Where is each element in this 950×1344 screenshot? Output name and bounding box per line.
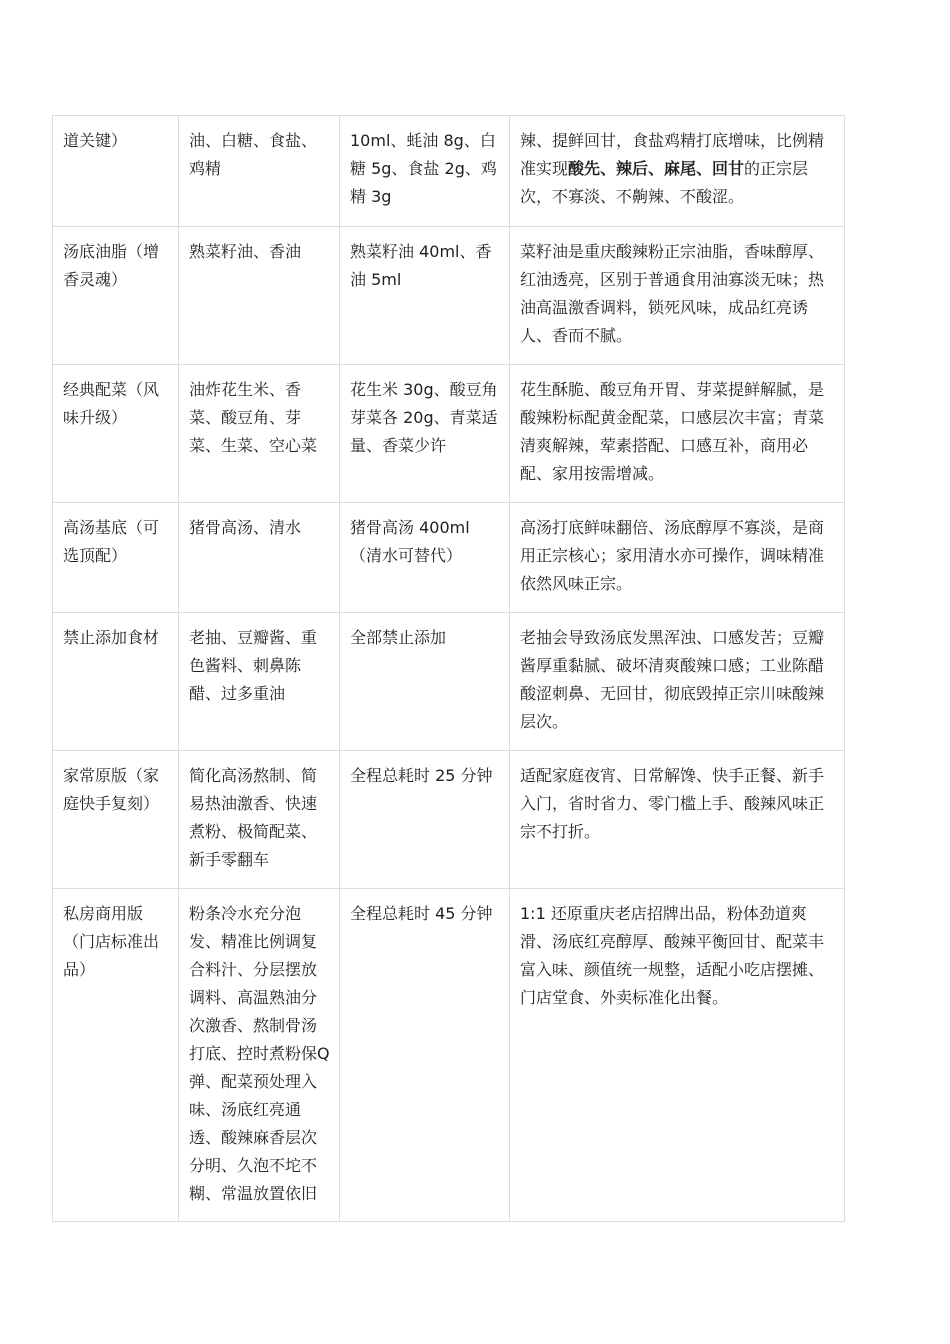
note-emphasis: 酸先、辣后、麻尾、回甘 [568, 159, 745, 178]
table-row [53, 889, 845, 1222]
table-row [53, 751, 845, 889]
ingredients-cell: 老抽、豆瓣酱、重色酱料、刺鼻陈醋、过多重油 [179, 613, 340, 751]
ingredients-cell: 熟菜籽油、香油 [179, 227, 340, 365]
item-cell: 私房商用版（门店标准出品） [53, 889, 179, 1222]
table-row [53, 613, 845, 751]
note-cell: 1:1 还原重庆老店招牌出品，粉体劲道爽滑、汤底红亮醇厚、酸辣平衡回甘、配菜丰富入味、颜值统一规整，适配小吃店摆摊、门店堂食、外卖标准化出餐。 [510, 889, 845, 1222]
recipe-table [52, 115, 845, 1222]
note-text: 辣、提鲜回甘，食盐鸡精打底增味，比例精准实现 [520, 131, 825, 178]
amount-cell: 10ml、蚝油 8g、白糖 5g、食盐 2g、鸡精 3g [340, 116, 510, 227]
note-cell: 高汤打底鲜味翻倍、汤底醇厚不寡淡，是商用正宗核心；家用清水亦可操作，调味精准依然风味正宗。 [510, 503, 845, 613]
table-row [53, 365, 845, 503]
note-cell: 花生酥脆、酸豆角开胃、芽菜提鲜解腻，是酸辣粉标配黄金配菜，口感层次丰富；青菜清爽解辣，荤素搭配、口感互补，商用必配、家用按需增减。 [510, 365, 845, 503]
note-cell: 老抽会导致汤底发黑浑浊、口感发苦；豆瓣酱厚重黏腻、破坏清爽酸辣口感；工业陈醋酸涩刺鼻、无回甘，彻底毁掉正宗川味酸辣层次。 [510, 613, 845, 751]
ingredients-cell: 油炸花生米、香菜、酸豆角、芽菜、生菜、空心菜 [179, 365, 340, 503]
item-cell: 经典配菜（风味升级） [53, 365, 179, 503]
amount-cell: 全部禁止添加 [340, 613, 510, 751]
item-cell: 禁止添加食材 [53, 613, 179, 751]
amount-cell: 全程总耗时 25 分钟 [340, 751, 510, 889]
table-row [53, 227, 845, 365]
amount-cell: 全程总耗时 45 分钟 [340, 889, 510, 1222]
note-cell: 菜籽油是重庆酸辣粉正宗油脂，香味醇厚、红油透亮，区别于普通食用油寡淡无味；热油高温激香调料，锁死风味，成品红亮诱人、香而不腻。 [510, 227, 845, 365]
amount-cell: 花生米 30g、酸豆角芽菜各 20g、青菜适量、香菜少许 [340, 365, 510, 503]
item-cell: 家常原版（家庭快手复刻） [53, 751, 179, 889]
note-cell: 适配家庭夜宵、日常解馋、快手正餐、新手入门，省时省力、零门槛上手、酸辣风味正宗不打折。 [510, 751, 845, 889]
amount-cell: 猪骨高汤 400ml（清水可替代） [340, 503, 510, 613]
note-cell [510, 116, 845, 227]
note-text: 的正宗层次，不寡淡、不齁辣、不酸涩。 [520, 159, 809, 206]
ingredients-cell: 简化高汤熬制、简易热油激香、快速煮粉、极简配菜、新手零翻车 [179, 751, 340, 889]
table-row [53, 503, 845, 613]
item-cell: 道关键） [53, 116, 179, 227]
item-cell: 汤底油脂（增香灵魂） [53, 227, 179, 365]
ingredients-cell: 猪骨高汤、清水 [179, 503, 340, 613]
item-cell: 高汤基底（可选顶配） [53, 503, 179, 613]
amount-cell: 熟菜籽油 40ml、香油 5ml [340, 227, 510, 365]
ingredients-cell: 油、白糖、食盐、鸡精 [179, 116, 340, 227]
table-row [53, 116, 845, 227]
ingredients-cell: 粉条冷水充分泡发、精准比例调复合料汁、分层摆放调料、高温熟油分次激香、熬制骨汤打底、控时煮粉保Q弹、配菜预处理入味、汤底红亮通透、酸辣麻香层次分明、久泡不坨不糊、常温放置依旧 [179, 889, 340, 1222]
